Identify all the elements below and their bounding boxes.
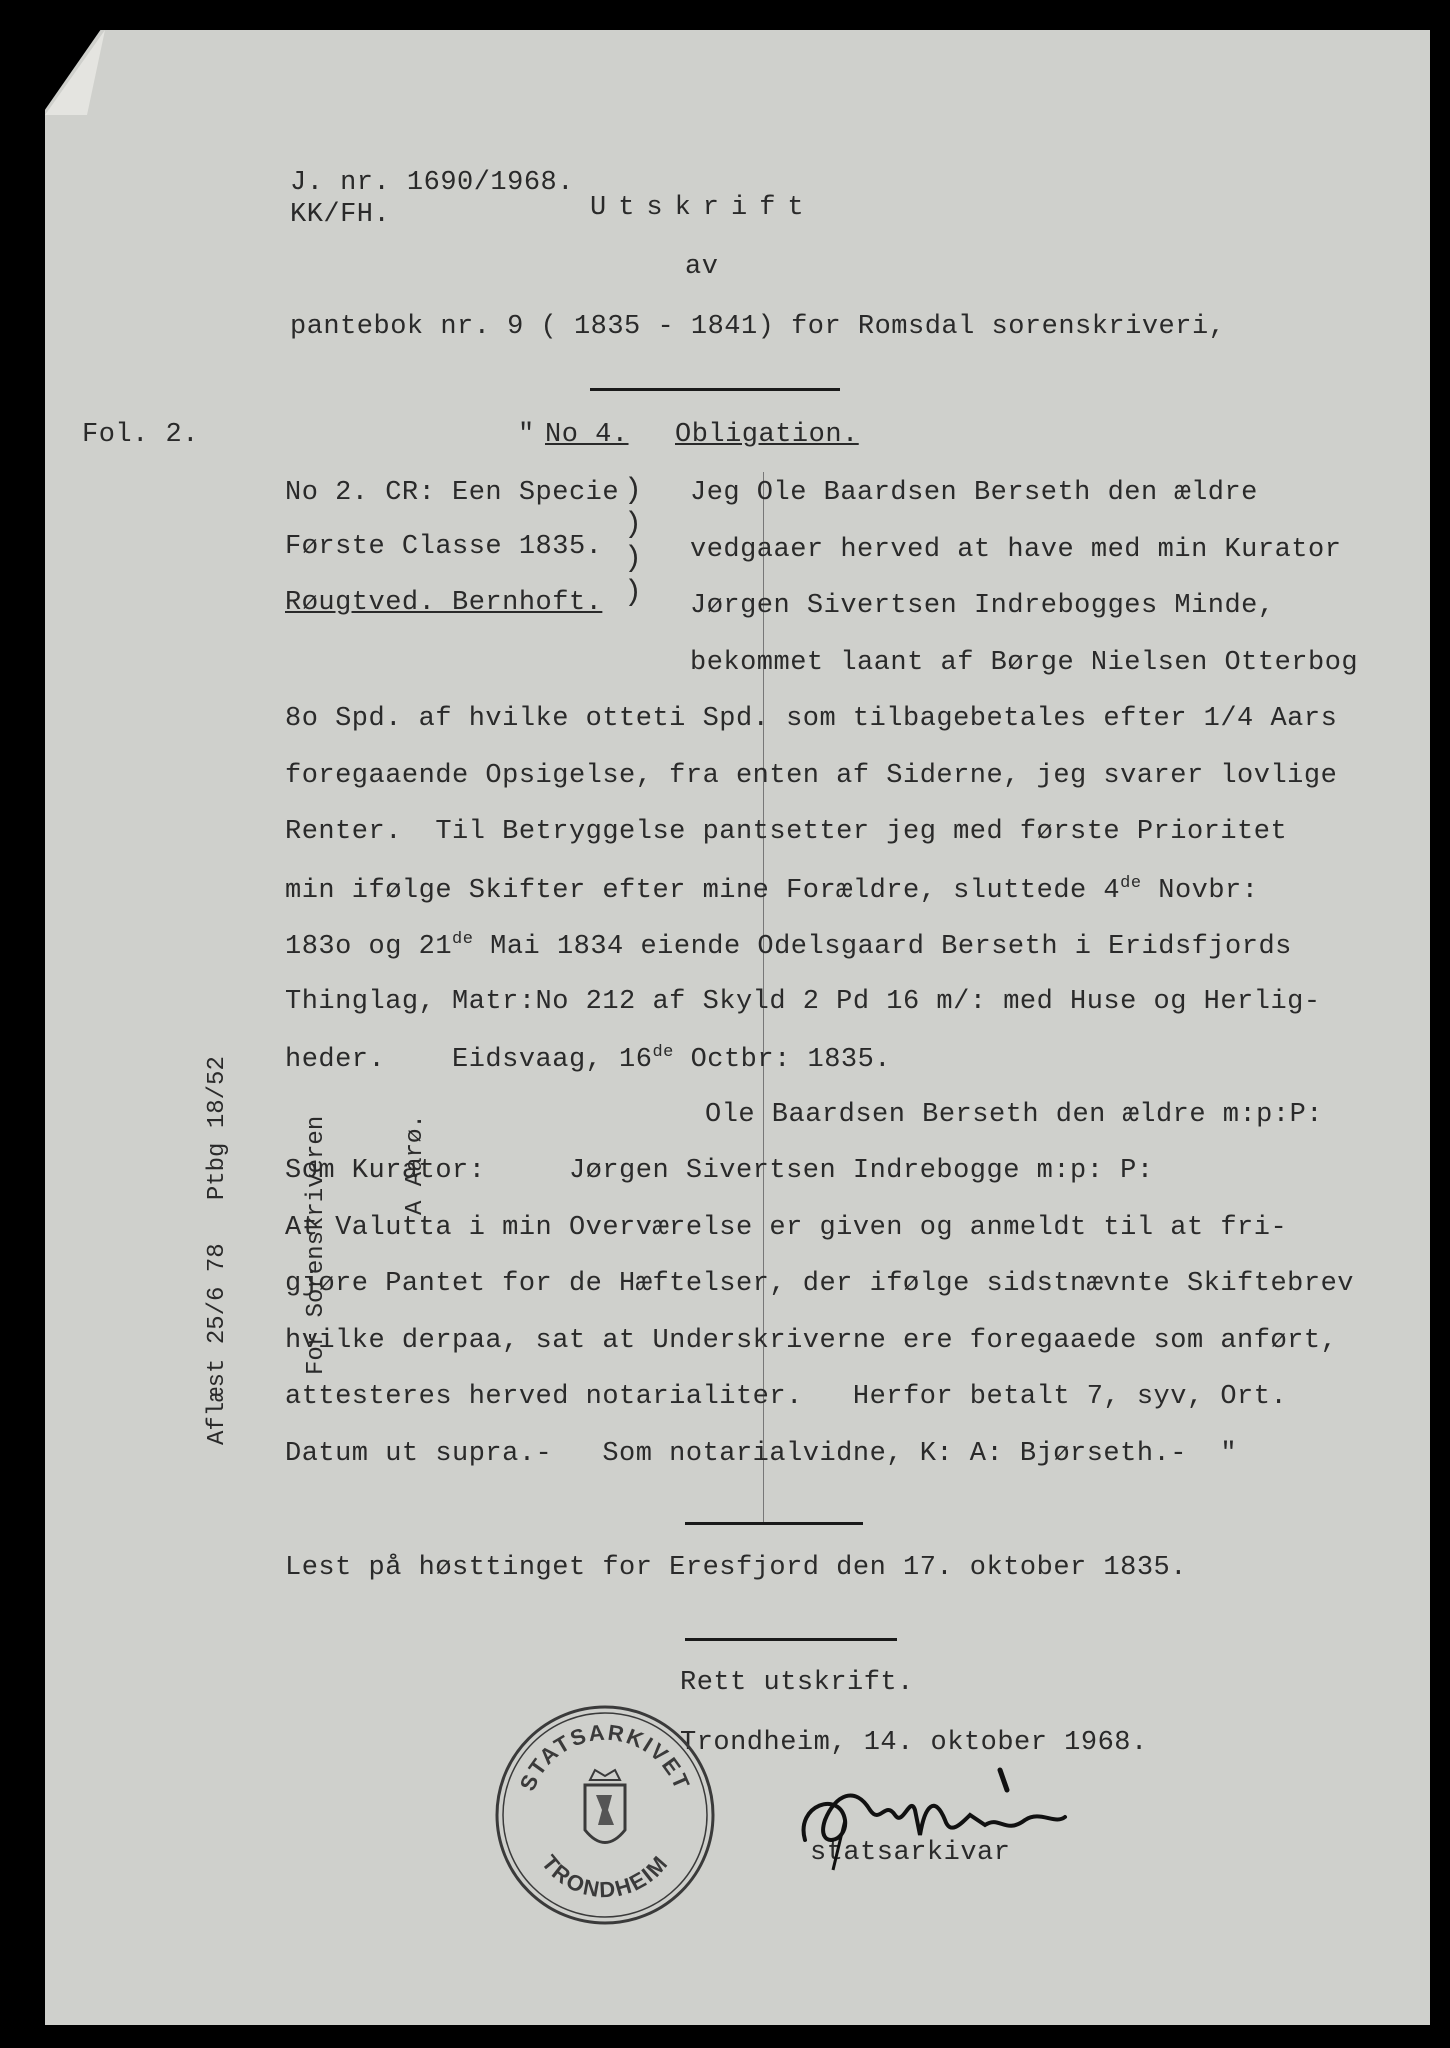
- body-line: min ifølge Skifter efter mine Forældre, sluttede 4de Novbr:: [285, 874, 1259, 906]
- title-av: av: [685, 252, 719, 282]
- svg-text:STATSARKIVET: [515, 1720, 696, 1795]
- read-note: Lest på høsttinget for Eresfjord den 17. oktober 1835.: [285, 1553, 1187, 1583]
- body-line: vedgaaer herved at have med min Kurator: [690, 535, 1342, 565]
- certified-copy: Rett utskrift.: [680, 1668, 914, 1698]
- body-line: bekommet laant af Børge Nielsen Otterbog: [690, 648, 1359, 678]
- heading-number: No 4.: [545, 420, 629, 450]
- svg-text:TRONDHEIM: [537, 1850, 674, 1902]
- left-note-line1: No 2. CR: Een Specie: [285, 478, 620, 508]
- body-line: attesteres herved notarialiter. Herfor betalt 7, syv, Ort.: [285, 1382, 1288, 1412]
- left-note-line3: Røugtved. Bernhoft.: [285, 588, 603, 618]
- body-line: heder. Eidsvaag, 16de Octbr: 1835.: [285, 1043, 892, 1075]
- body-line: gjøre Pantet for de Hæftelser, der ifølge sidstnævnte Skiftebrev: [285, 1269, 1354, 1299]
- handwritten-signature: [785, 1765, 1095, 1875]
- heading-quote: ": [518, 420, 535, 450]
- header-divider: [590, 388, 840, 391]
- footer-divider: [685, 1638, 897, 1641]
- bracket: ) ) ) ): [624, 474, 643, 610]
- body-line: 8o Spd. af hvilke otteti Spd. som tilbagebetales efter 1/4 Aars: [285, 704, 1338, 734]
- stamp-top-text: STATSARKIVET: [514, 1719, 696, 1795]
- journal-number: J. nr. 1690/1968.: [290, 168, 574, 198]
- place-date: Trondheim, 14. oktober 1968.: [680, 1728, 1148, 1758]
- body-line: At Valutta i min Overværelse er given og anmeldt til at fri-: [285, 1213, 1288, 1243]
- body-line: Thinglag, Matr:No 212 af Skyld 2 Pd 16 m/: med Huse og Herlig-: [285, 987, 1321, 1017]
- document-subtitle: pantebok nr. 9 ( 1835 - 1841) for Romsdal sorenskriveri,: [290, 312, 1226, 342]
- body-line: Jørgen Sivertsen Indrebogges Minde,: [690, 591, 1275, 621]
- body-line: 183o og 21de Mai 1834 eiende Odelsgaard Berseth i Eridsfjords: [285, 930, 1292, 962]
- body-line: Ole Baardsen Berseth den ældre m:p:P:: [705, 1100, 1323, 1130]
- stamp-bottom-text: TRONDHEIM: [536, 1849, 674, 1903]
- body-line: Jeg Ole Baardsen Berseth den ældre: [690, 478, 1258, 508]
- initials: KK/FH.: [290, 200, 391, 230]
- signatory-role: statsarkivar: [810, 1838, 1011, 1868]
- body-line: Datum ut supra.- Som notarialvidne, K: A: Bjørseth.- ": [285, 1439, 1238, 1469]
- heading-title: Obligation.: [675, 420, 859, 450]
- document-title: Utskrift: [590, 193, 816, 223]
- body-divider: [685, 1522, 863, 1525]
- coat-of-arms-icon: [585, 1770, 625, 1843]
- margin-note: Aflæst 25/6 78 Ptbg 18/52 For Sorenskriveren A Aarø.: [204, 1056, 429, 1445]
- left-note-line2: Første Classe 1835.: [285, 532, 603, 562]
- folio: Fol. 2.: [82, 420, 199, 450]
- body-line: Som Kurator: Jørgen Sivertsen Indrebogge m:p: P:: [285, 1156, 1154, 1186]
- body-line: hvilke derpaa, sat at Underskriverne ere foregaaede som anført,: [285, 1326, 1338, 1356]
- body-line: Renter. Til Betryggelse pantsetter jeg med første Prioritet: [285, 817, 1288, 847]
- archive-stamp: [490, 1700, 720, 1930]
- body-line: foregaaende Opsigelse, fra enten af Siderne, jeg svarer lovlige: [285, 761, 1338, 791]
